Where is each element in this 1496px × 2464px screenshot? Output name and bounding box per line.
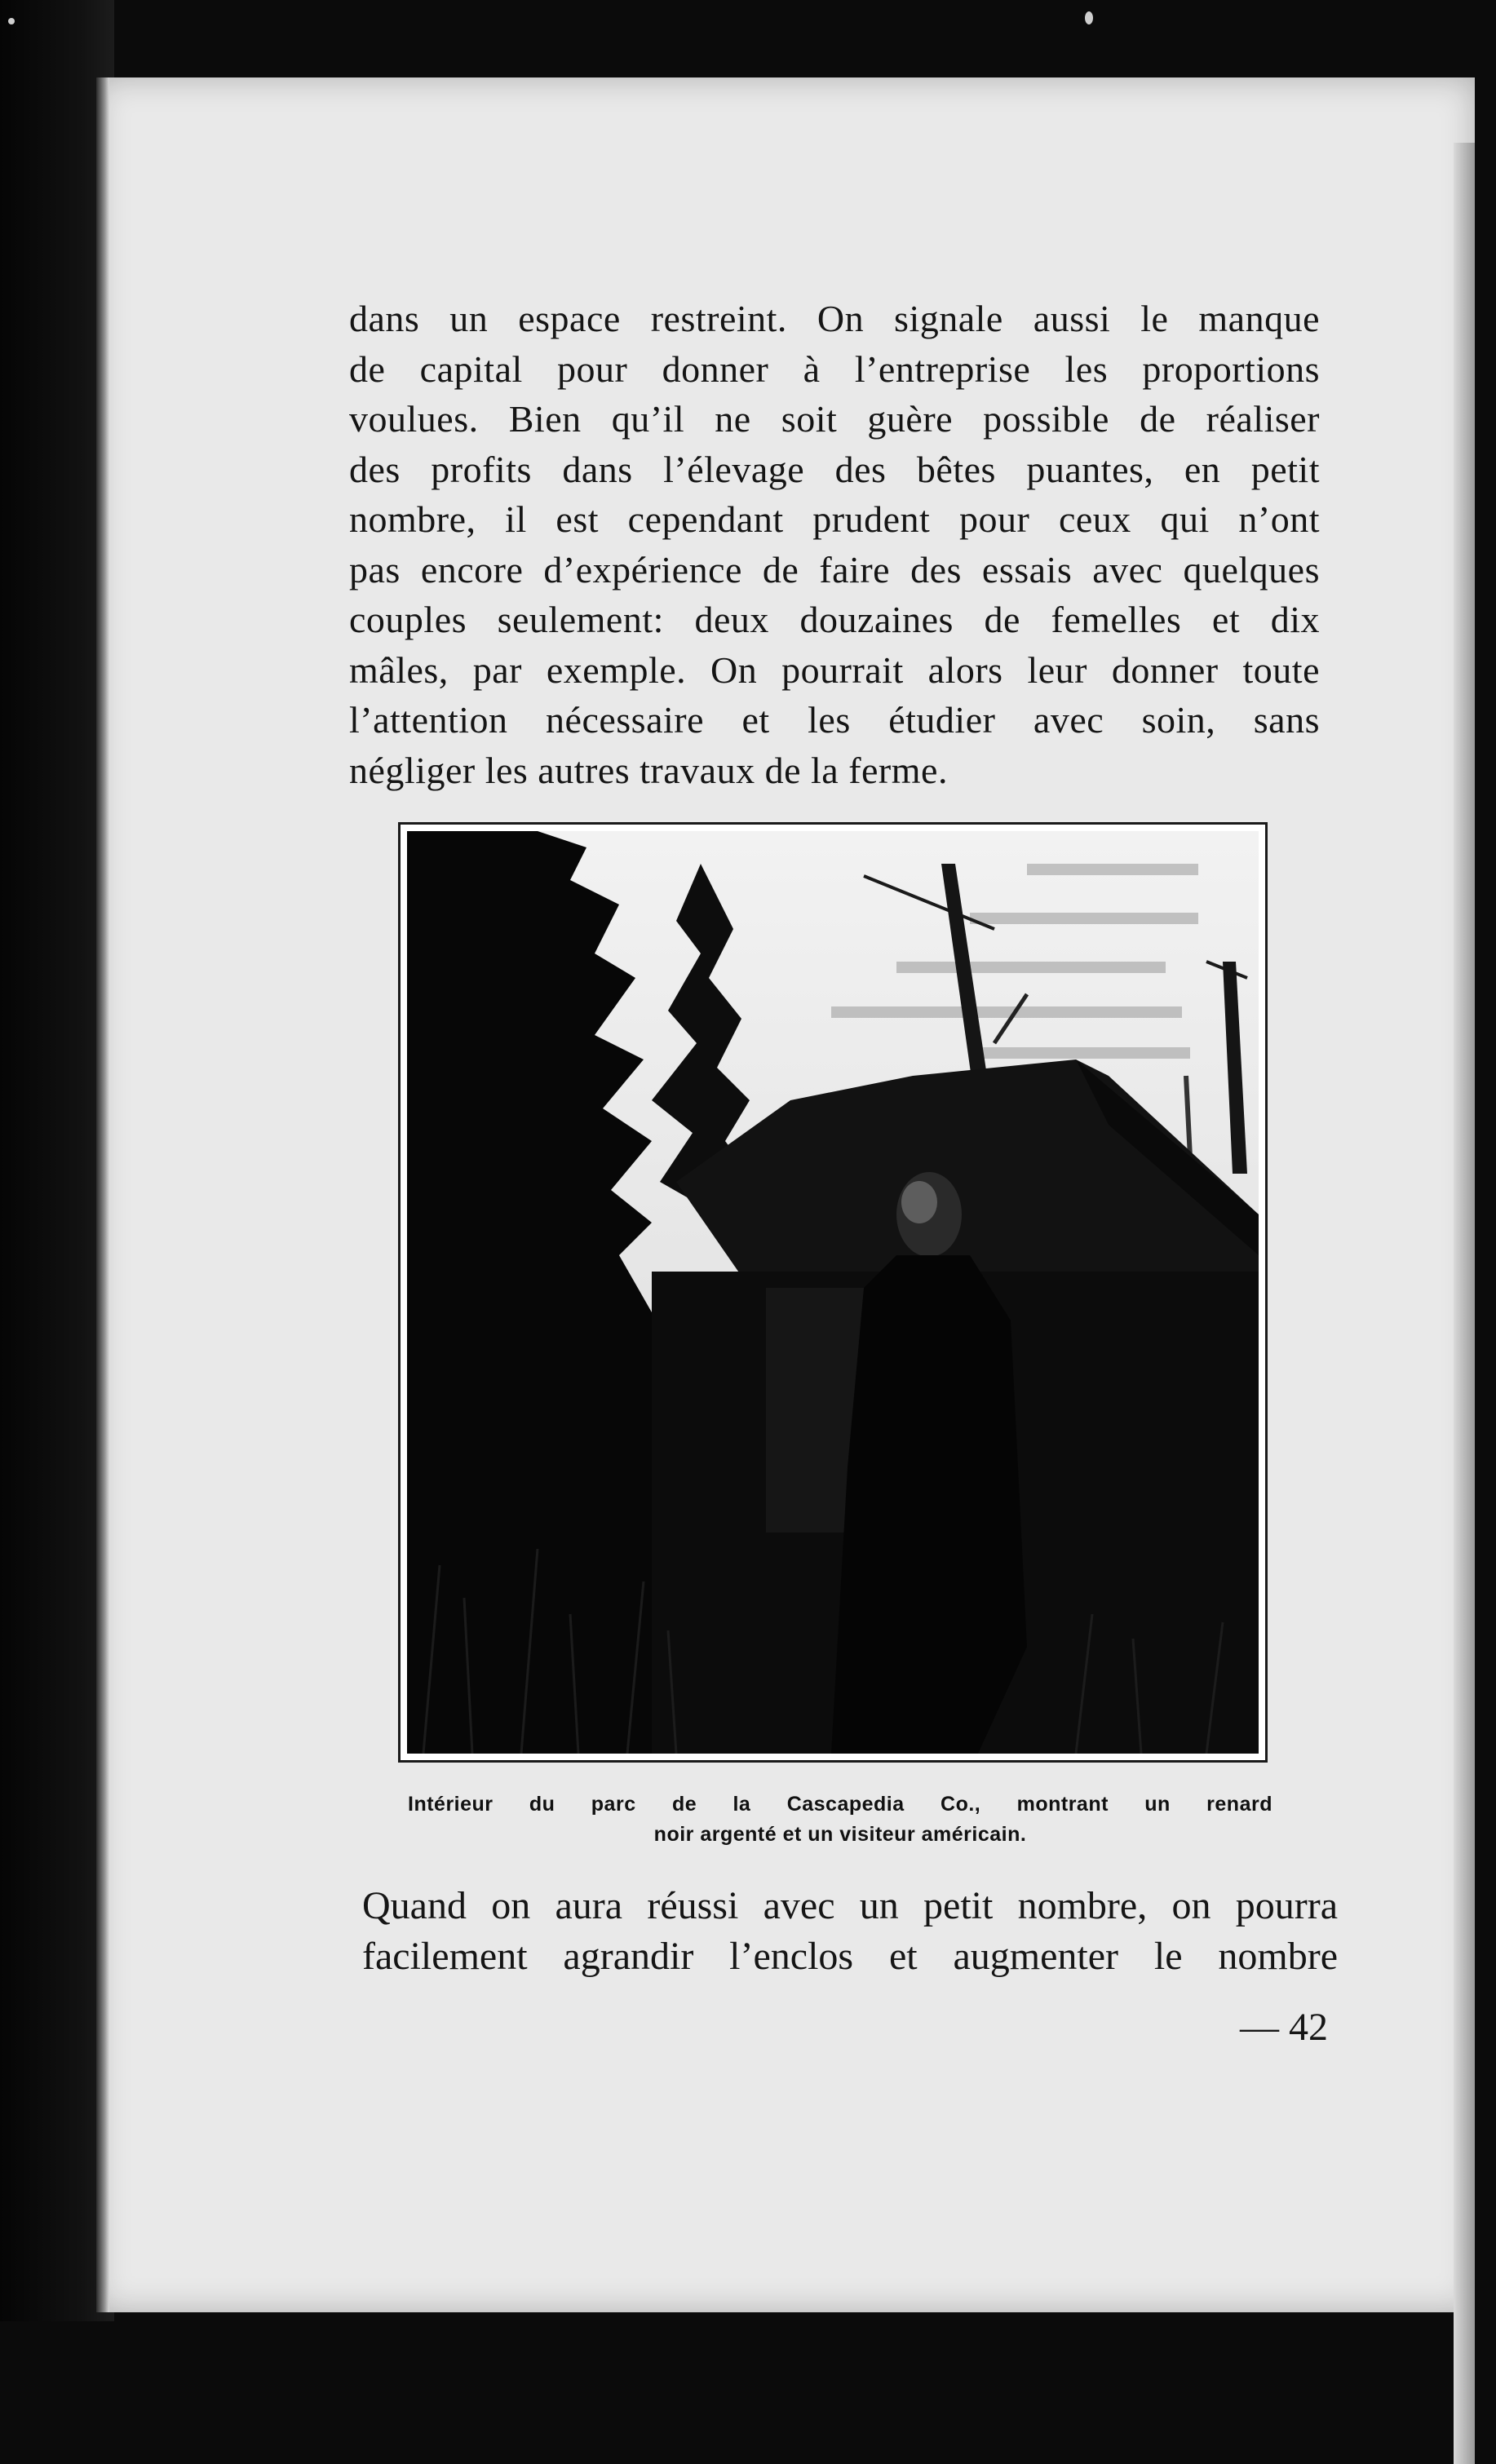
text-line: nombre, il est cependant prudent pour ceux qui n’ont xyxy=(349,498,1320,540)
text-line: négliger les autres travaux de la ferme. xyxy=(349,749,948,791)
text-line: pas encore d’expérience de faire des essais avec quelques xyxy=(349,548,1320,591)
caption-line: Intérieur du parc de la Cascapedia Co., montrant un renard xyxy=(408,1793,1272,1816)
paragraph-2 xyxy=(362,1881,1338,1982)
text-line: l’attention nécessaire et les étudier avec soin, sans xyxy=(349,699,1320,741)
text-line: facilement agrandir l’enclos et augmenter le nombre xyxy=(362,1935,1338,1978)
text-line: des profits dans l’élevage des bêtes puantes, en petit xyxy=(349,448,1320,490)
scan-speck xyxy=(1085,11,1093,24)
photo-caption xyxy=(408,1789,1272,1850)
caption-line: noir argenté et un visiteur américain. xyxy=(653,1823,1027,1846)
text-line: voulues. Bien qu’il ne soit guère possible de réaliser xyxy=(349,398,1320,440)
page-number: — 42 xyxy=(1240,2006,1328,2049)
paragraph-1 xyxy=(349,294,1320,795)
text-line: mâles, par exemple. On pourrait alors leur donner toute xyxy=(349,648,1320,691)
scan-speck xyxy=(8,18,15,24)
text-line: Quand on aura réussi avec un petit nombre, on pourra xyxy=(362,1884,1338,1927)
text-line: couples seulement: deux douzaines de femelles et dix xyxy=(349,599,1320,640)
text-line: de capital pour donner à l’entreprise les proportions xyxy=(349,347,1320,390)
page-edge-right xyxy=(1454,143,1475,2464)
photo-scene xyxy=(407,831,1259,1754)
photograph xyxy=(398,822,1268,1763)
text-line: dans un espace restreint. On signale aussi le manque xyxy=(349,298,1320,339)
